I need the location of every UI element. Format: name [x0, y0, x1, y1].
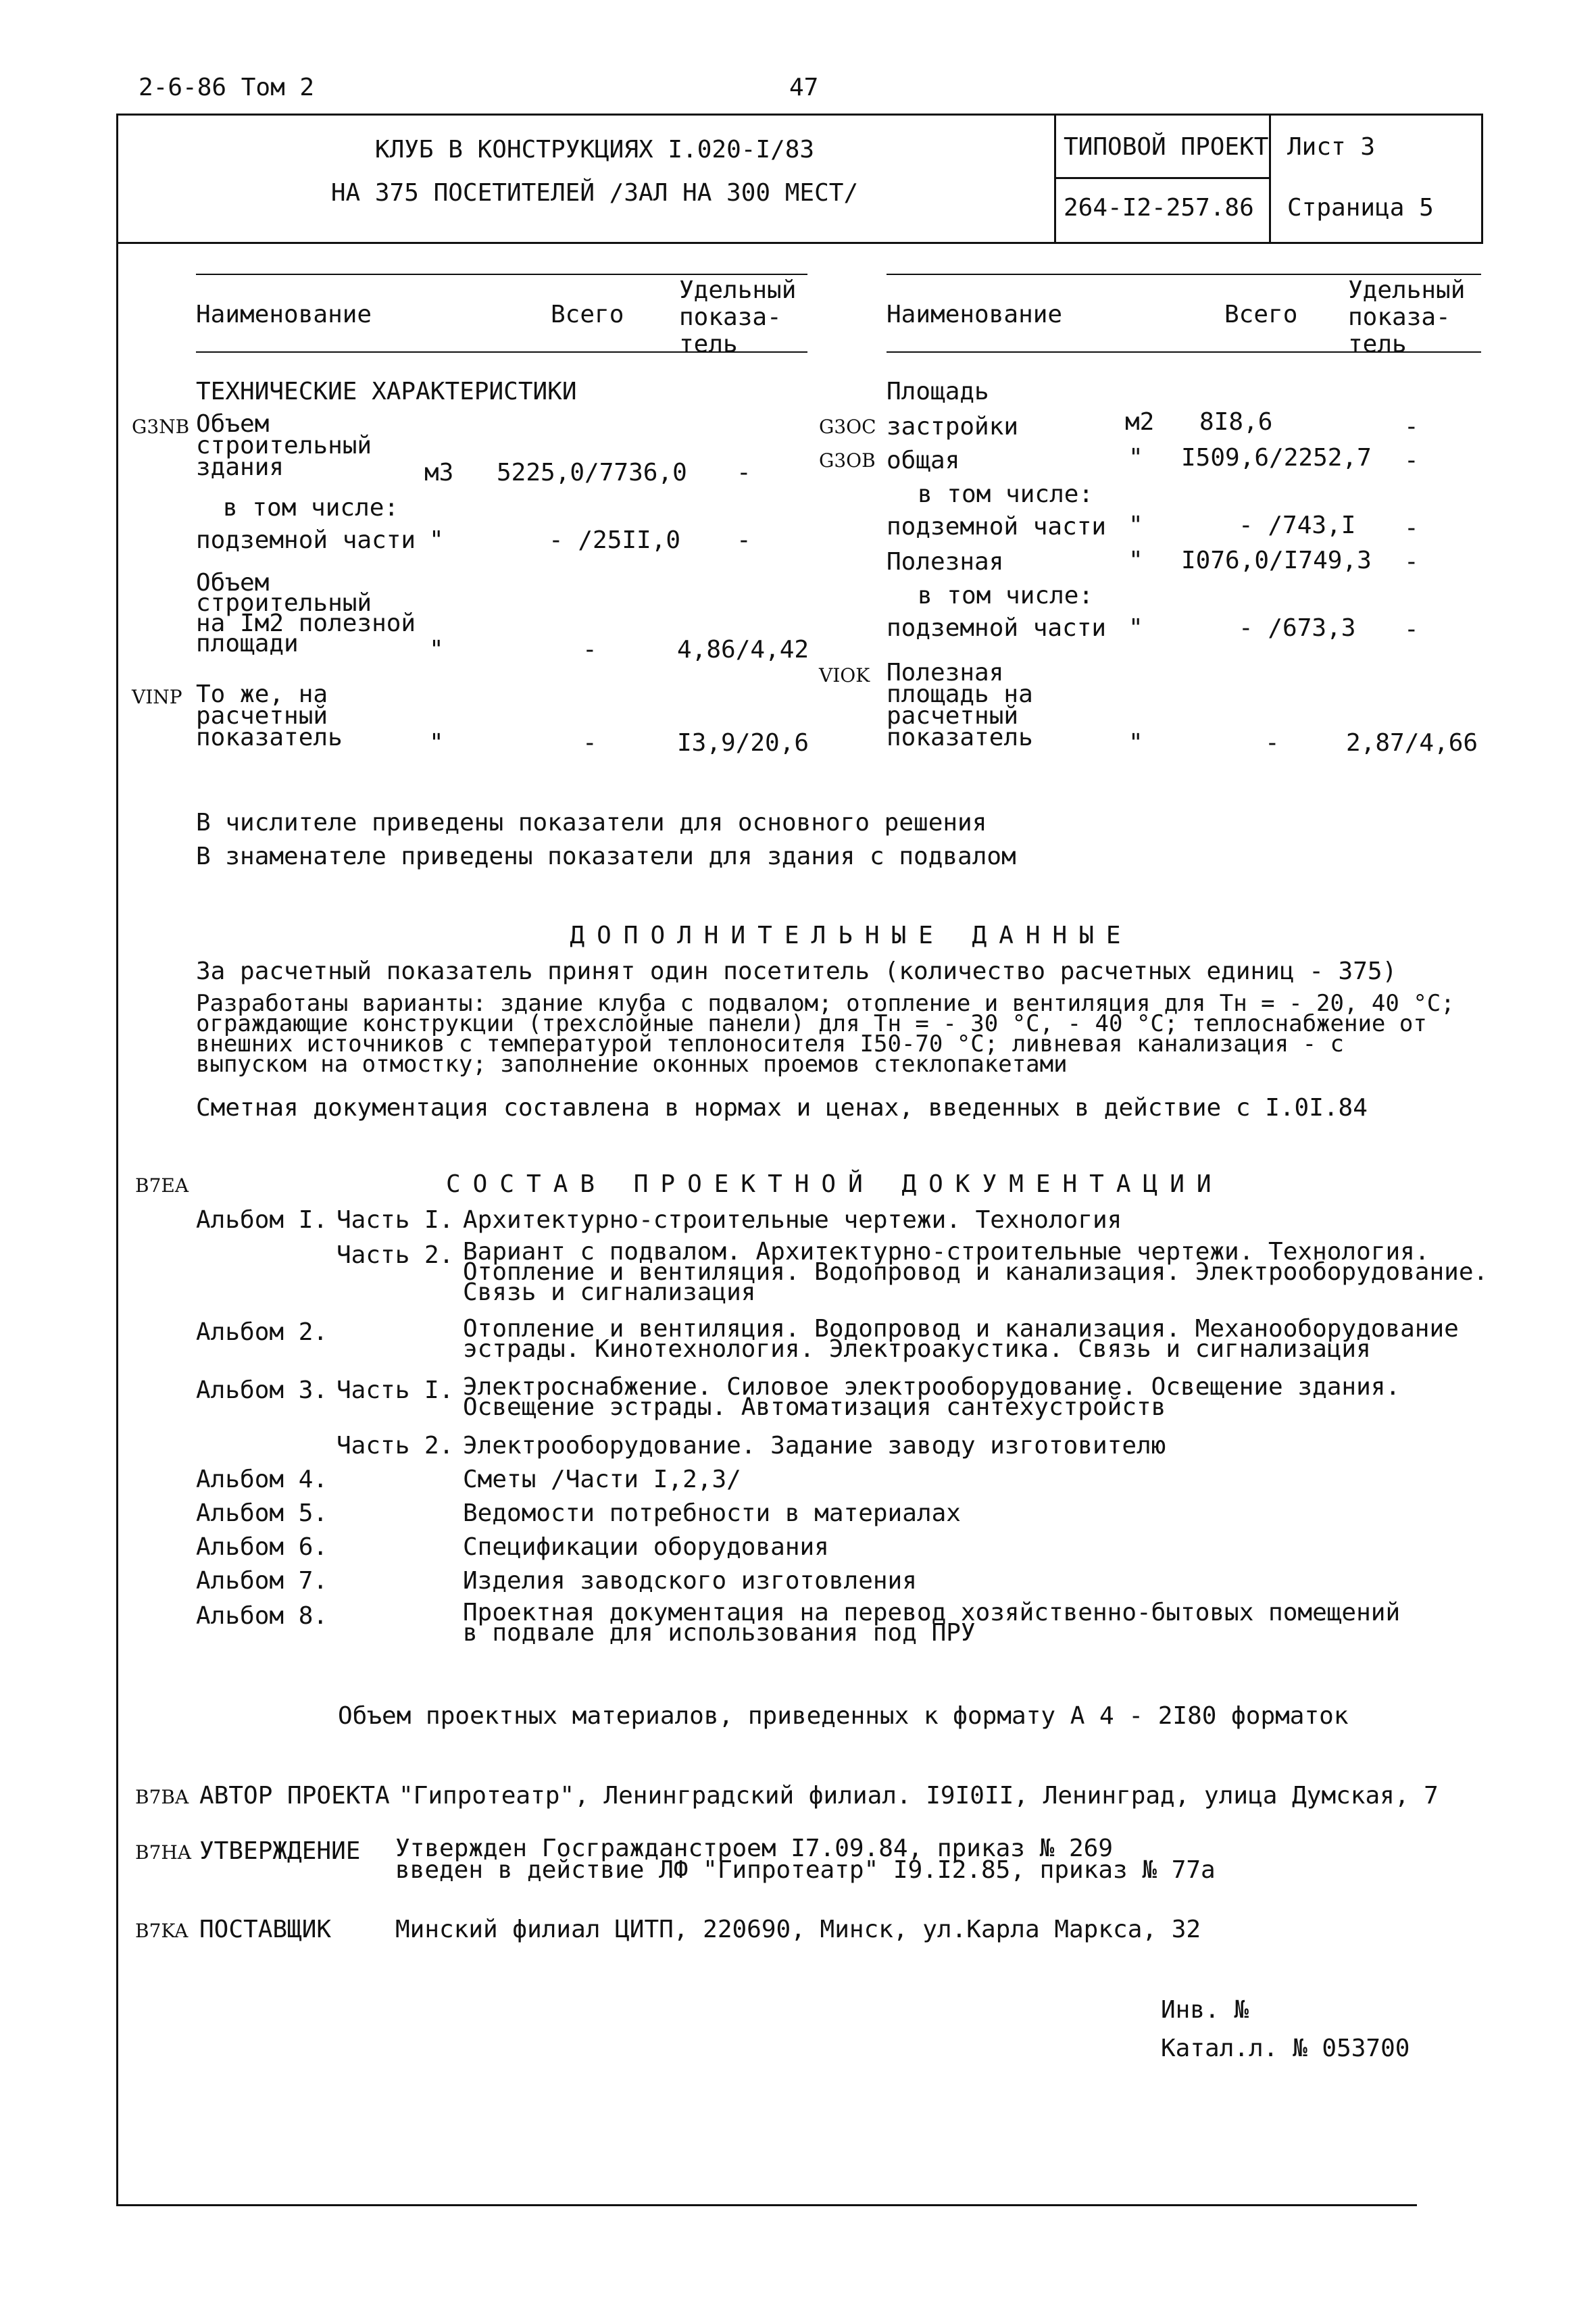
- header-total: Всего: [1224, 301, 1298, 328]
- supplier-text: Минский филиал ЦИТП, 220690, Минск, ул.Карла Маркса, 32: [395, 1916, 1201, 1943]
- row-unit: ": [429, 526, 444, 554]
- row-total: -: [582, 729, 597, 757]
- composition-heading: СОСТАВ ПРОЕКТНОЙ ДОКУМЕНТАЦИИ: [446, 1170, 1224, 1198]
- row-name: Полезная: [887, 548, 1004, 576]
- row-spec: -: [1404, 548, 1419, 576]
- row-spec: -: [1404, 447, 1419, 474]
- inventory-number: Инв. №: [1161, 1996, 1249, 2024]
- row-total: I076,0/I749,3: [1181, 547, 1372, 574]
- header-spec: Удельный показа- тель: [679, 276, 797, 358]
- row-code: VIOK: [819, 664, 870, 687]
- row-unit: ": [1128, 512, 1143, 539]
- row-spec: -: [1404, 413, 1419, 441]
- row-unit: ": [1128, 547, 1143, 574]
- album-text: Электроснабжение. Силовое электрооборудование. Освещение здания. Освещение эстрады. Автоматизация сантехустройств: [463, 1373, 1401, 1421]
- header-spec: Удельный показа- тель: [1348, 276, 1466, 358]
- part-label: Часть I.: [336, 1206, 454, 1234]
- album-text: Архитектурно-строительные чертежи. Технология: [463, 1206, 1122, 1234]
- row-subheading: в том числе:: [918, 480, 1094, 508]
- row-name: подземной части: [196, 526, 416, 554]
- row-spec: 4,86/4,42: [677, 636, 809, 664]
- album-label: Альбом 8.: [196, 1602, 328, 1630]
- album-text: Вариант с подвалом. Архитектурно-строительные чертежи. Технология. Отопление и вентиляция. Водопровод и канализация. Электрооборудование. Связь и сигнализация: [463, 1238, 1489, 1306]
- approval-text: Утвержден Госгражданстроем I7.09.84, приказ № 269 введен в действие ЛФ "Гипротеатр" I9.I2.85, приказ № 77а: [395, 1835, 1216, 1884]
- row-unit: ": [1128, 444, 1143, 472]
- approval-label: УТВЕРЖДЕНИЕ: [199, 1837, 361, 1865]
- row-code: G3NB: [132, 416, 190, 438]
- album-text: Электрооборудование. Задание заводу изготовителю: [463, 1432, 1166, 1460]
- row-code: VINP: [132, 686, 182, 708]
- catalog-sheet: Катал.л. № 053700: [1161, 2035, 1410, 2062]
- row-total: 5225,0/7736,0: [497, 459, 687, 487]
- row-unit: ": [1128, 729, 1143, 757]
- row-unit: ": [1128, 614, 1143, 642]
- row-name: подземной части: [887, 513, 1107, 541]
- row-total: 8I8,6: [1199, 408, 1273, 436]
- additional-p3: Сметная документация составлена в нормах и ценах, введенных в действие с I.0I.84: [196, 1094, 1368, 1122]
- row-spec: -: [1404, 616, 1419, 643]
- row-name: общая: [887, 447, 960, 474]
- section-title: ТЕХНИЧЕСКИЕ ХАРАКТЕРИСТИКИ: [196, 378, 577, 405]
- author-label: АВТОР ПРОЕКТА: [199, 1782, 390, 1810]
- row-unit: ": [429, 636, 444, 664]
- row-spec: -: [1404, 514, 1419, 542]
- part-label: Часть 2.: [336, 1432, 454, 1460]
- album-label: Альбом 2.: [196, 1318, 328, 1346]
- album-text: Отопление и вентиляция. Водопровод и канализация. Механооборудование эстрады. Кинотехнология. Электроакустика. Связь и сигнализация: [463, 1315, 1459, 1363]
- album-text: Сметы /Части I,2,3/: [463, 1466, 741, 1493]
- project-title-line2: НА 375 ПОСЕТИТЕЛЕЙ /ЗАЛ НА 300 МЕСТ/: [330, 179, 859, 207]
- sheet-number: Лист 3: [1287, 133, 1376, 161]
- album-label: Альбом 4.: [196, 1466, 328, 1493]
- supplier-label: ПОСТАВЩИК: [199, 1916, 332, 1943]
- row-name: подземной части: [887, 614, 1107, 642]
- row-total: - /25II,0: [549, 526, 681, 554]
- row-unit: ": [429, 729, 444, 757]
- row-unit: м2: [1125, 408, 1155, 436]
- note-numerator: В числителе приведены показатели для основного решения: [196, 809, 987, 837]
- row-total: - /743,I: [1239, 512, 1356, 539]
- album-text: Ведомости потребности в материалах: [463, 1499, 961, 1527]
- author-text: "Гипротеатр", Ленинградский филиал. I9I0II, Ленинград, улица Думская, 7: [399, 1782, 1439, 1810]
- project-title-line1: КЛУБ В КОНСТРУКЦИЯХ I.020-I/83: [374, 136, 815, 164]
- album-label: Альбом 6.: [196, 1533, 328, 1561]
- additional-p2: Разработаны варианты: здание клуба с подвалом; отопление и вентиляция для Тн = - 20, 40 °С; ограждающие конструкции (трехслойные панели) для Тн = - 30 °С, - 40 °С; теплоснабжение от внешних источников с температурой теплоносителя I50-70 °С; ливневая канализация - с выпуском на отмостку; заполнение оконных проемов стеклопакетами: [196, 990, 1455, 1078]
- album-label: Альбом 7.: [196, 1567, 328, 1595]
- part-label: Часть I.: [336, 1376, 454, 1404]
- album-label: Альбом 5.: [196, 1499, 328, 1527]
- additional-data-heading: ДОПОЛНИТЕЛЬНЫЕ ДАННЫЕ: [570, 922, 1133, 949]
- document-code: 2-6-86 Том 2: [139, 74, 315, 101]
- row-name: Объем строительный здания: [196, 410, 372, 481]
- composition-code: B7EA: [135, 1174, 189, 1197]
- supplier-code: B7KA: [135, 1920, 189, 1942]
- row-subheading: в том числе:: [918, 582, 1094, 609]
- album-label: Альбом I.: [196, 1206, 328, 1234]
- approval-code: B7HA: [135, 1841, 192, 1864]
- header-name: Наименование: [196, 301, 372, 328]
- row-code: G3OC: [819, 416, 876, 438]
- header-total: Всего: [551, 301, 624, 328]
- header-name: Наименование: [887, 301, 1063, 328]
- album-text: Изделия заводского изготовления: [463, 1567, 917, 1595]
- volume-note: Объем проектных материалов, приведенных к формату А 4 - 2I80 форматок: [338, 1702, 1349, 1730]
- row-total: I509,6/2252,7: [1181, 444, 1372, 472]
- row-total: -: [582, 636, 597, 664]
- additional-p1: За расчетный показатель принят один посетитель (количество расчетных единиц - 375): [196, 957, 1397, 985]
- row-code: G3OB: [819, 449, 876, 472]
- project-number: 264-I2-257.86: [1064, 194, 1254, 222]
- album-label: Альбом 3.: [196, 1376, 328, 1404]
- row-spec: -: [737, 459, 751, 487]
- row-unit: м3: [424, 459, 454, 487]
- row-name: Объем строительный на Iм2 полезной площади: [196, 569, 416, 657]
- row-total: -: [1265, 729, 1280, 757]
- note-denominator: В знаменателе приведены показатели для здания с подвалом: [196, 843, 1016, 870]
- author-code: B7BA: [135, 1786, 189, 1808]
- row-spec: 2,87/4,66: [1346, 729, 1478, 757]
- section-title: Площадь: [887, 378, 989, 405]
- page-label: Страница 5: [1287, 194, 1434, 222]
- project-type-label: ТИПОВОЙ ПРОЕКТ: [1064, 133, 1269, 161]
- row-name: застройки: [887, 413, 1019, 441]
- album-text: Проектная документация на перевод хозяйственно-бытовых помещений в подвале для использования под ПРУ: [463, 1599, 1401, 1647]
- row-spec: -: [737, 526, 751, 554]
- row-spec: I3,9/20,6: [677, 729, 809, 757]
- row-name: Полезная площадь на расчетный показатель: [887, 659, 1033, 751]
- row-name: То же, на расчетный показатель: [196, 680, 343, 751]
- row-total: - /673,3: [1239, 614, 1356, 642]
- row-subheading: в том числе:: [223, 494, 399, 522]
- part-label: Часть 2.: [336, 1241, 454, 1269]
- page-number: 47: [789, 74, 819, 101]
- album-text: Спецификации оборудования: [463, 1533, 829, 1561]
